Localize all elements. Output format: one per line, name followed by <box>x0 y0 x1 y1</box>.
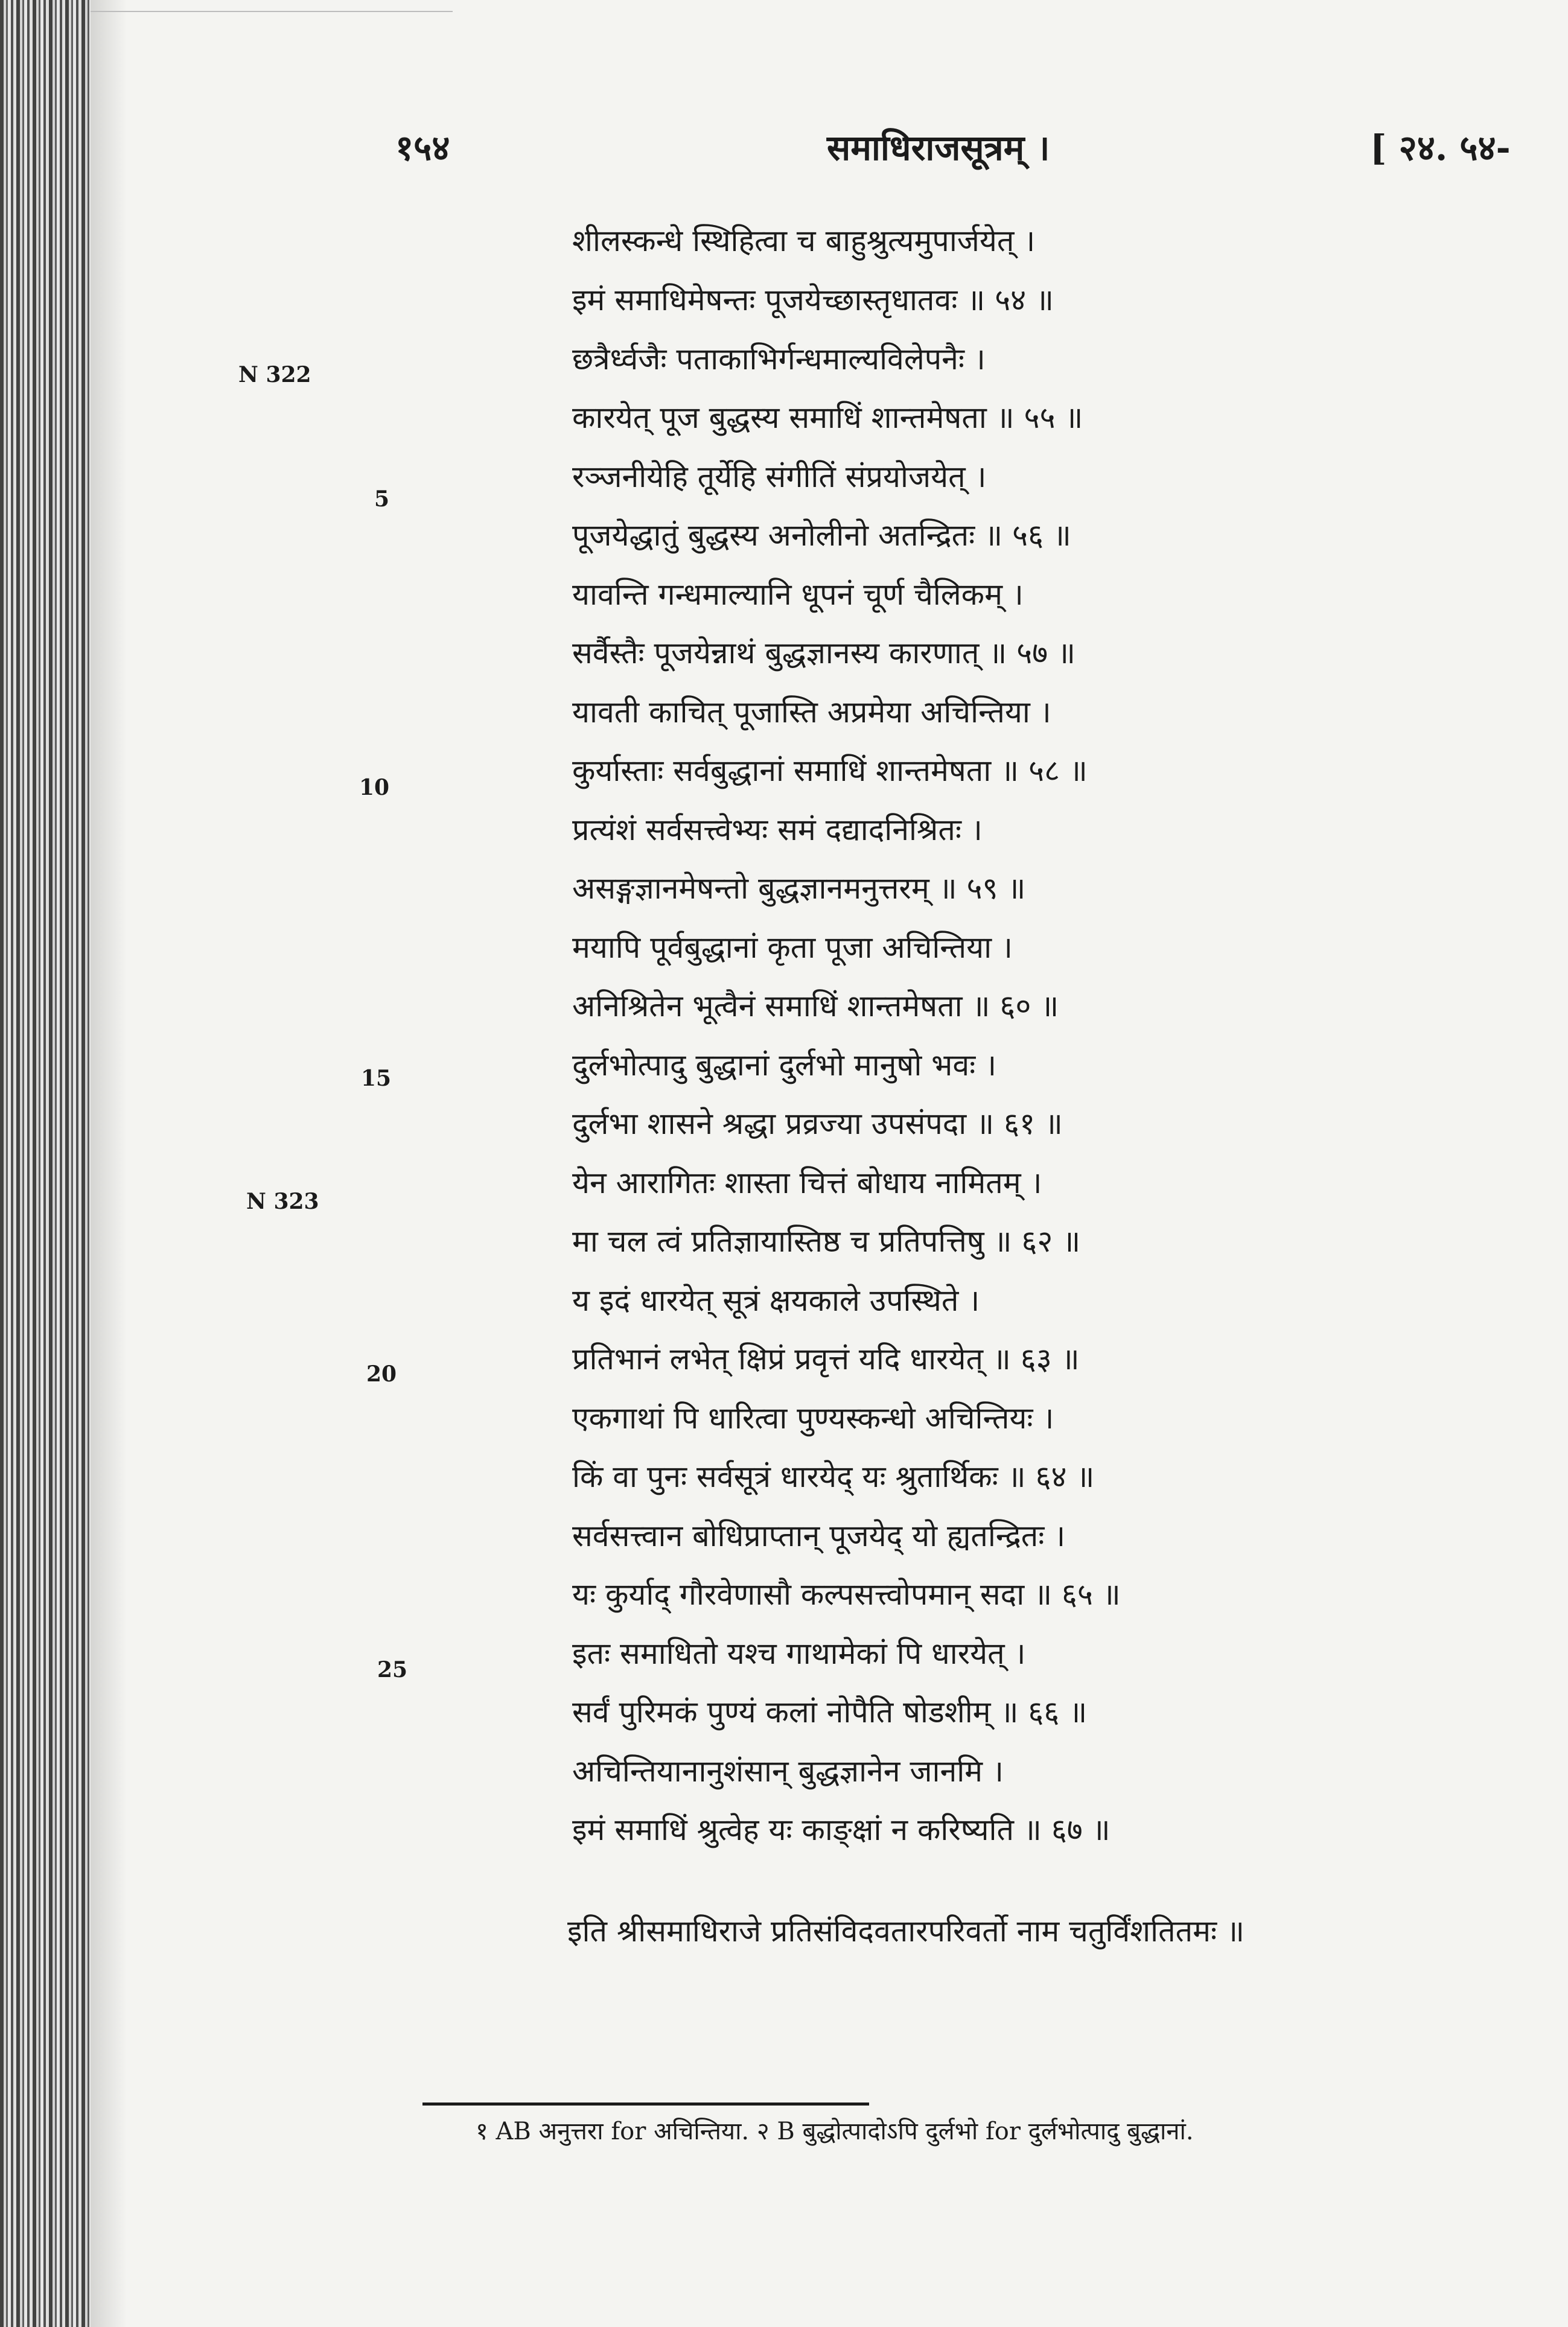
verse-line: सर्वसत्त्वान बोधिप्राप्तान् पूजयेद् यो ह्यतन्द्रितः । <box>572 1518 1066 1553</box>
verse-line: यः कुर्याद् गौरवेणासौ कल्पसत्त्वोपमान् सदा ॥ ६५ ॥ <box>572 1577 1121 1612</box>
footnote: १ AB अनुत्तरा for अचिन्तिया. २ B बुद्धोत्पादोऽपि दुर्लभो for दुर्लभोत्पादु बुद्धानां. <box>476 2118 1194 2145</box>
section-reference: [ २४. ५४- <box>1370 127 1511 168</box>
line-number-25: 25 <box>377 1657 408 1682</box>
verse-line: दुर्लभा शासने श्रद्धा प्रव्रज्या उपसंपदा ॥ ६१ ॥ <box>572 1106 1063 1141</box>
page-number: १५४ <box>395 127 450 168</box>
line-number-10: 10 <box>359 775 390 800</box>
running-title: समाधिराजसूत्रम् । <box>827 127 1050 168</box>
verse-line: पूजयेद्धातुं बुद्धस्य अनोलीनो अतन्द्रितः ॥ ५६ ॥ <box>572 518 1071 553</box>
verse-line: प्रतिभानं लभेत् क्षिप्रं प्रवृत्तं यदि धारयेत् ॥ ६३ ॥ <box>572 1342 1080 1377</box>
verse-line: सर्वैस्तैः पूजयेन्नाथं बुद्धज्ञानस्य कारणात् ॥ ५७ ॥ <box>572 635 1076 670</box>
line-number-5: 5 <box>374 486 390 512</box>
verse-line: इमं समाधिं श्रुत्वेह यः काङ्क्षां न करिष्यति ॥ ६७ ॥ <box>572 1812 1111 1847</box>
footnote-divider <box>422 2103 869 2106</box>
manuscript-folio-n323: N 323 <box>246 1189 319 1214</box>
verse-line: येन आरागितः शास्ता चित्तं बोधाय नामितम् । <box>572 1165 1042 1200</box>
chapter-colophon: इति श्रीसमाधिराजे प्रतिसंविदवतारपरिवर्तो नाम चतुर्विंशतितमः ॥ <box>567 1914 1245 1949</box>
verse-line: सर्वं पुरिमकं पुण्यं कलां नोपैति षोडशीम् ॥ ६६ ॥ <box>572 1695 1088 1730</box>
verse-line: शीलस्कन्धे स्थिहित्वा च बाहुश्रुत्यमुपार्जयेत् । <box>572 223 1036 258</box>
verse-line: दुर्लभोत्पादु बुद्धानां दुर्लभो मानुषो भवः । <box>572 1048 997 1083</box>
manuscript-folio-n322: N 322 <box>238 362 311 387</box>
verse-line: प्रत्यंशं सर्वसत्त्वेभ्यः समं दद्यादनिश्रितः । <box>572 812 983 847</box>
verse-line: असङ्गज्ञानमेषन्तो बुद्धज्ञानमनुत्तरम् ॥ ५९ ॥ <box>572 871 1026 906</box>
verse-line: य इदं धारयेत् सूत्रं क्षयकाले उपस्थिते । <box>572 1283 980 1318</box>
line-number-20: 20 <box>366 1361 397 1387</box>
verse-line: अचिन्तियानानुशंसान् बुद्धज्ञानेन जानमि । <box>572 1754 1004 1789</box>
verse-line: यावती काचित् पूजास्ति अप्रमेया अचिन्तिया । <box>572 695 1051 730</box>
verse-line: एकगाथां पि धारित्वा पुण्यस्कन्धो अचिन्तियः । <box>572 1401 1054 1436</box>
verse-line: इतः समाधितो यश्च गाथामेकां पि धारयेत् । <box>572 1636 1026 1671</box>
verse-line: मयापि पूर्वबुद्धानां कृता पूजा अचिन्तिया । <box>572 930 1013 965</box>
verse-line: रञ्जनीयेहि तूर्येहि संगीतिं संप्रयोजयेत् । <box>572 459 987 494</box>
verse-line: यावन्ति गन्धमाल्यानि धूपनं चूर्ण चैलिकम् । <box>572 577 1024 612</box>
verse-line: इमं समाधिमेषन्तः पूजयेच्छास्तृधातवः ॥ ५४ ॥ <box>572 282 1054 317</box>
verse-line: अनिश्रितेन भूत्वैनं समाधिं शान्तमेषता ॥ ६० ॥ <box>572 988 1059 1023</box>
verse-line: किं वा पुनः सर्वसूत्रं धारयेद् यः श्रुतार्थिकः ॥ ६४ ॥ <box>572 1459 1095 1494</box>
verse-line: मा चल त्वं प्रतिज्ञायास्तिष्ठ च प्रतिपत्तिषु ॥ ६२ ॥ <box>572 1224 1081 1259</box>
verse-line: कुर्यास्ताः सर्वबुद्धानां समाधिं शान्तमेषता ॥ ५८ ॥ <box>572 753 1088 788</box>
verse-line: कारयेत् पूज बुद्धस्य समाधिं शान्तमेषता ॥ ५५ ॥ <box>572 400 1083 435</box>
line-number-15: 15 <box>361 1066 392 1091</box>
verse-line: छत्रैर्ध्वजैः पताकाभिर्गन्धमाल्यविलेपनैः । <box>572 342 986 377</box>
